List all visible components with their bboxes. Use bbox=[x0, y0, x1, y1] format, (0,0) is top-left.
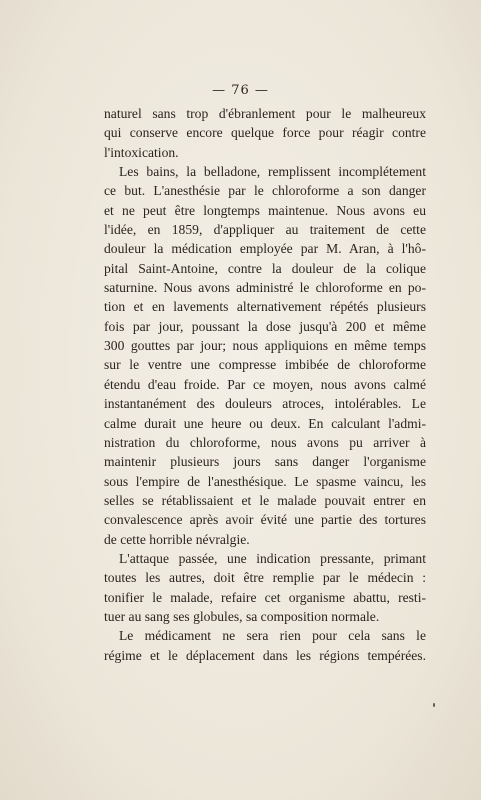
text-line: toutes les autres, doit être remplie par le médecin : bbox=[104, 570, 426, 586]
text-line: tuer au sang ses globules, sa composition normale. bbox=[104, 608, 380, 624]
text-line: douleur la médication employée par M. Aran, à l'hô- bbox=[104, 241, 426, 257]
ink-speck bbox=[433, 703, 435, 707]
text-line: saturnine. Nous avons administré le chloroforme en po- bbox=[104, 280, 426, 296]
text-line: L'attaque passée, une indication pressante, primant bbox=[119, 550, 426, 566]
text-line: l'idée, en 1859, d'appliquer au traitement de cette bbox=[104, 222, 426, 238]
text-line: et ne peut être longtemps maintenue. Nous avons eu bbox=[104, 202, 426, 218]
text-line: instantanément des douleurs atroces, intolérables. Le bbox=[104, 396, 426, 412]
text-line: selles se rétablissaient et le malade pouvait entrer en bbox=[104, 492, 426, 508]
text-line: sous l'empire de l'anesthésique. Le spasme vaincu, les bbox=[104, 473, 426, 489]
text-line: nistration du chloroforme, nous avons pu arriver à bbox=[104, 434, 426, 450]
text-line: régime et le déplacement dans les régions tempérées. bbox=[104, 647, 426, 663]
text-line: maintenir plusieurs jours sans danger l'organisme bbox=[104, 454, 426, 470]
text-line: calme durait une heure ou deux. En calculant l'admi- bbox=[104, 415, 426, 431]
text-line: de cette horrible névralgie. bbox=[104, 531, 250, 547]
page-number: — 76 — bbox=[212, 83, 269, 98]
text-line: Le médicament ne sera rien pour cela sans le bbox=[119, 628, 426, 644]
text-line: qui conserve encore quelque force pour réagir contre bbox=[104, 125, 426, 141]
text-line: tion et en lavements alternativement répétés plusieurs bbox=[104, 299, 426, 315]
text-line: 300 gouttes par jour; nous appliquions en même temps bbox=[104, 338, 426, 354]
text-line: l'intoxication. bbox=[104, 144, 179, 160]
body-text bbox=[104, 104, 426, 665]
text-line: fois par jour, poussant la dose jusqu'à 200 et même bbox=[104, 318, 426, 334]
text-line: étendu d'eau froide. Par ce moyen, nous avons calmé bbox=[104, 376, 426, 392]
text-line: pital Saint-Antoine, contre la douleur de la colique bbox=[104, 260, 426, 276]
text-line: ce but. L'anesthésie par le chloroforme a son danger bbox=[104, 183, 426, 199]
text-line: sur le ventre une compresse imbibée de chloroforme bbox=[104, 357, 426, 373]
text-line: convalescence après avoir évité une partie des tortures bbox=[104, 512, 426, 528]
text-line: tonifier le malade, refaire cet organisme abattu, resti- bbox=[104, 589, 426, 605]
text-line: naturel sans trop d'ébranlement pour le malheureux bbox=[104, 106, 426, 121]
text-line: Les bains, la belladone, remplissent incomplétement bbox=[119, 164, 426, 180]
